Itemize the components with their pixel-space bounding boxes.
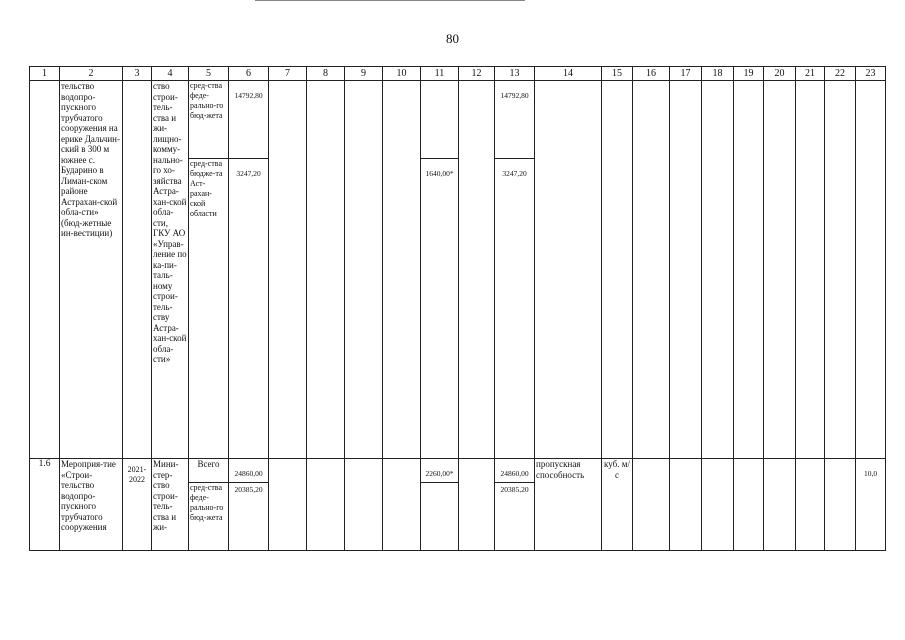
row1-funding-source: сред-ства бюдже-та Аст-рахан-ской области (189, 159, 229, 459)
row1-total: 3247,20 (495, 159, 535, 459)
table-row (30, 81, 886, 159)
top-rule (255, 0, 525, 1)
header-cell: 2 (60, 67, 123, 81)
row2-target-value: 10,0 (856, 459, 886, 551)
header-cell: 14 (535, 67, 602, 81)
header-cell: 17 (670, 67, 702, 81)
header-cell: 18 (702, 67, 734, 81)
header-cell: 5 (189, 67, 229, 81)
header-cell: 21 (796, 67, 825, 81)
header-cell: 3 (123, 67, 152, 81)
row2-amount: 20385,20 (229, 483, 269, 551)
page-number: 80 (446, 31, 459, 46)
row2-funding-source: Всего (189, 459, 229, 483)
header-cell: 19 (734, 67, 764, 81)
row2-c11: 2260,00* (421, 459, 459, 483)
row1-c3 (123, 81, 152, 459)
row2-indicator: пропускная способность (535, 459, 602, 551)
row2-total: 24860,00 (495, 459, 535, 483)
header-cell: 12 (459, 67, 495, 81)
program-table (29, 66, 886, 551)
table-row (30, 459, 886, 483)
row2-description: Мероприя-тие «Строи-тельство водопро-пускного трубчатого сооружения (60, 459, 123, 551)
row1-c11: 1640,00* (421, 159, 459, 459)
row1-c1 (30, 81, 60, 459)
header-cell: 8 (307, 67, 345, 81)
header-cell: 10 (383, 67, 421, 81)
header-cell: 1 (30, 67, 60, 81)
header-cell: 16 (633, 67, 670, 81)
row2-executor: Мини-стер-ство строи-тель-ства и жи- (152, 459, 189, 551)
row2-funding-source: сред-ства феде-рально-го бюд-жета (189, 483, 229, 551)
header-cell: 23 (856, 67, 886, 81)
row2-amount: 24860,00 (229, 459, 269, 483)
header-cell: 4 (152, 67, 189, 81)
header-cell: 20 (764, 67, 796, 81)
row1-total: 14792,80 (495, 81, 535, 159)
row1-amount: 14792,80 (229, 81, 269, 159)
row2-index: 1.6 (30, 459, 60, 551)
header-cell: 13 (495, 67, 535, 81)
header-cell: 22 (825, 67, 856, 81)
header-cell: 11 (421, 67, 459, 81)
row2-unit: куб. м/с (602, 459, 633, 551)
header-cell: 15 (602, 67, 633, 81)
row1-executor: ство строи-тель-ства и жи-лищно-комму-нально-го хо-зяйства Астра-хан-ской обла-сти, ГКУ АО «Управ-ление по ка-пи-таль-ному строи-тель-ству Астра-хан-ской обла-сти» (152, 81, 189, 459)
row1-funding-source: сред-ства феде-рально-го бюд-жета (189, 81, 229, 159)
row2-total: 20385,20 (495, 483, 535, 551)
row1-amount: 3247,20 (229, 159, 269, 459)
header-row (30, 67, 886, 81)
row1-c11 (421, 81, 459, 159)
header-cell: 6 (229, 67, 269, 81)
header-cell: 9 (345, 67, 383, 81)
row2-period: 2021-2022 (123, 459, 152, 551)
header-cell: 7 (269, 67, 307, 81)
row1-description: тельство водопро-пускного трубчатого сооружения на ерике Дальчин-ский в 300 м южнее с. Бударино в Лиман-ском районе Астрахан-ской обла-сти» (бюд-жетные ин-вестиции) (60, 81, 123, 459)
